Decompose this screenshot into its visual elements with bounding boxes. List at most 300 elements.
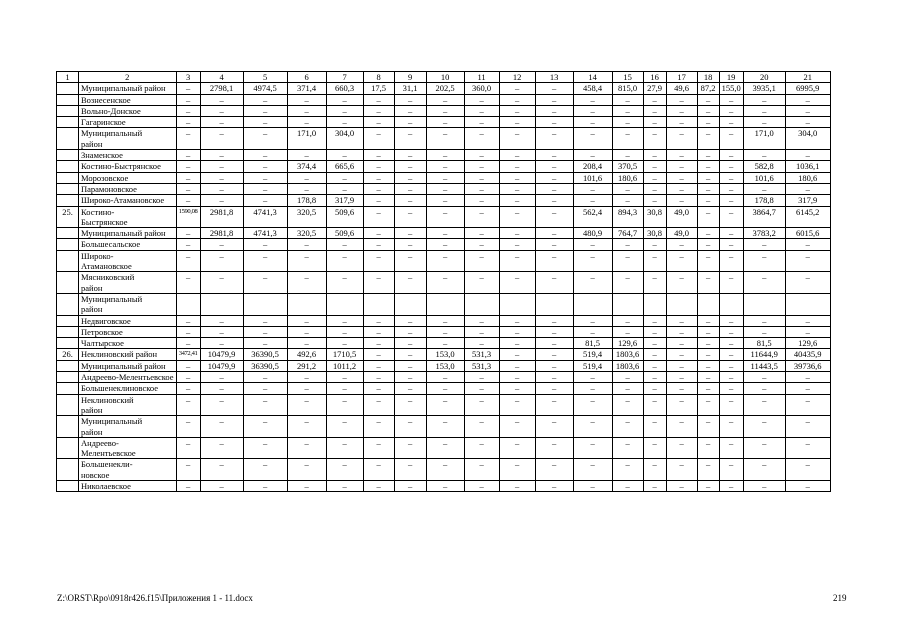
value-cell: –	[697, 383, 719, 394]
value-cell: –	[200, 195, 243, 206]
value-cell: –	[499, 228, 535, 239]
value-cell: –	[719, 94, 743, 105]
value-cell: –	[243, 416, 287, 438]
table-row	[57, 338, 831, 349]
value-cell: –	[697, 228, 719, 239]
header-cell: 12	[499, 72, 535, 83]
value-cell: –	[535, 83, 573, 94]
value-cell: –	[573, 315, 612, 326]
row-number-cell	[57, 383, 79, 394]
value-cell: –	[573, 480, 612, 491]
value-cell: –	[697, 161, 719, 172]
value-cell: –	[535, 128, 573, 150]
value-cell: –	[326, 272, 363, 294]
value-cell: –	[200, 416, 243, 438]
value-cell: –	[535, 372, 573, 383]
value-cell: –	[666, 117, 697, 128]
value-cell: 129,6	[612, 338, 643, 349]
value-cell: 36390,5	[243, 349, 287, 360]
value-cell: –	[426, 315, 464, 326]
value-cell: –	[394, 183, 426, 194]
value-cell: –	[200, 150, 243, 161]
value-cell: –	[464, 480, 499, 491]
header-cell: 6	[287, 72, 326, 83]
name-cell: Морозовское	[79, 172, 177, 183]
value-cell: –	[499, 383, 535, 394]
value-cell	[287, 293, 326, 315]
value-cell: –	[697, 360, 719, 371]
value-cell: –	[176, 394, 200, 416]
value-cell: –	[176, 315, 200, 326]
value-cell: –	[243, 105, 287, 116]
value-cell: –	[200, 172, 243, 183]
value-cell: 1803,6	[612, 360, 643, 371]
value-cell: 317,9	[326, 195, 363, 206]
value-cell: –	[499, 338, 535, 349]
value-cell: 81,5	[743, 338, 785, 349]
value-cell: –	[426, 105, 464, 116]
value-cell: –	[643, 416, 666, 438]
table-row	[57, 172, 831, 183]
value-cell: –	[394, 372, 426, 383]
value-cell: 155,0	[719, 83, 743, 94]
value-cell: –	[200, 161, 243, 172]
value-cell: –	[200, 250, 243, 272]
value-cell: –	[426, 250, 464, 272]
value-cell: –	[785, 383, 830, 394]
value-cell: –	[666, 372, 697, 383]
value-cell: –	[643, 349, 666, 360]
value-cell: –	[363, 416, 394, 438]
value-cell	[363, 293, 394, 315]
value-cell	[643, 293, 666, 315]
value-cell: –	[535, 459, 573, 481]
value-cell: –	[464, 459, 499, 481]
value-cell: –	[666, 338, 697, 349]
value-cell: –	[535, 338, 573, 349]
value-cell: –	[719, 183, 743, 194]
name-cell: Андреево-Мелентьевское	[79, 372, 177, 383]
value-cell: –	[643, 150, 666, 161]
value-cell: –	[426, 228, 464, 239]
name-cell: Муниципальный район	[79, 360, 177, 371]
value-cell: –	[287, 172, 326, 183]
value-cell: –	[643, 326, 666, 337]
value-cell: –	[464, 94, 499, 105]
value-cell: –	[326, 117, 363, 128]
value-cell: –	[499, 372, 535, 383]
value-cell: –	[176, 416, 200, 438]
row-number-cell	[57, 338, 79, 349]
value-cell: –	[176, 172, 200, 183]
value-cell: –	[612, 326, 643, 337]
value-cell: –	[573, 383, 612, 394]
value-cell: –	[499, 272, 535, 294]
value-cell: –	[697, 117, 719, 128]
value-cell: –	[666, 150, 697, 161]
value-cell: –	[464, 338, 499, 349]
value-cell: –	[697, 195, 719, 206]
row-number-cell	[57, 437, 79, 459]
value-cell: –	[464, 105, 499, 116]
table-row	[57, 206, 831, 228]
value-cell: –	[287, 383, 326, 394]
value-cell	[719, 293, 743, 315]
value-cell: –	[287, 94, 326, 105]
value-cell: 6145,2	[785, 206, 830, 228]
value-cell: 180,6	[612, 172, 643, 183]
value-cell: 36390,5	[243, 360, 287, 371]
value-cell: –	[326, 338, 363, 349]
row-number-cell	[57, 195, 79, 206]
value-cell: –	[697, 150, 719, 161]
value-cell: –	[394, 228, 426, 239]
value-cell: –	[326, 416, 363, 438]
name-cell: Широко- Атамановское	[79, 250, 177, 272]
data-table	[56, 71, 831, 492]
table-body	[57, 72, 831, 492]
value-cell: 171,0	[743, 128, 785, 150]
header-cell: 11	[464, 72, 499, 83]
value-cell: –	[612, 459, 643, 481]
value-cell	[394, 293, 426, 315]
value-cell: –	[719, 117, 743, 128]
value-cell: –	[426, 383, 464, 394]
header-cell: 4	[200, 72, 243, 83]
table-row	[57, 394, 831, 416]
value-cell: –	[612, 272, 643, 294]
value-cell: –	[573, 326, 612, 337]
value-cell: –	[287, 416, 326, 438]
value-cell: –	[363, 338, 394, 349]
value-cell: –	[426, 437, 464, 459]
value-cell: –	[426, 459, 464, 481]
value-cell: –	[287, 326, 326, 337]
value-cell: –	[363, 480, 394, 491]
name-cell: Широко-Атамановское	[79, 195, 177, 206]
value-cell: –	[643, 172, 666, 183]
header-cell: 17	[666, 72, 697, 83]
value-cell: 3472,41	[176, 349, 200, 360]
value-cell: –	[243, 128, 287, 150]
value-cell: 894,3	[612, 206, 643, 228]
value-cell: 3935,1	[743, 83, 785, 94]
value-cell: –	[535, 161, 573, 172]
value-cell: –	[697, 206, 719, 228]
value-cell: –	[535, 394, 573, 416]
value-cell: 1036,1	[785, 161, 830, 172]
value-cell	[573, 293, 612, 315]
value-cell: –	[176, 372, 200, 383]
value-cell: –	[243, 161, 287, 172]
value-cell: 30,8	[643, 228, 666, 239]
value-cell: –	[394, 480, 426, 491]
value-cell: –	[499, 183, 535, 194]
value-cell: –	[464, 206, 499, 228]
header-cell: 8	[363, 72, 394, 83]
value-cell: –	[499, 94, 535, 105]
value-cell: –	[535, 326, 573, 337]
name-cell: Николаевское	[79, 480, 177, 491]
table-row	[57, 272, 831, 294]
value-cell: –	[326, 239, 363, 250]
value-cell: –	[426, 372, 464, 383]
value-cell: –	[743, 272, 785, 294]
value-cell: –	[535, 272, 573, 294]
table-row	[57, 228, 831, 239]
header-cell: 5	[243, 72, 287, 83]
value-cell: –	[176, 183, 200, 194]
value-cell: –	[535, 239, 573, 250]
value-cell: –	[243, 195, 287, 206]
value-cell: 2981,8	[200, 228, 243, 239]
value-cell: –	[426, 416, 464, 438]
value-cell: –	[200, 372, 243, 383]
value-cell: –	[499, 239, 535, 250]
value-cell: –	[719, 228, 743, 239]
value-cell: –	[535, 206, 573, 228]
value-cell: 129,6	[785, 338, 830, 349]
value-cell: –	[535, 150, 573, 161]
value-cell: –	[666, 437, 697, 459]
page-number: 219	[833, 593, 847, 603]
value-cell: –	[363, 372, 394, 383]
value-cell: –	[464, 195, 499, 206]
value-cell: –	[176, 383, 200, 394]
value-cell: 1803,6	[612, 349, 643, 360]
header-cell: 15	[612, 72, 643, 83]
header-cell: 16	[643, 72, 666, 83]
value-cell: –	[426, 239, 464, 250]
value-cell: –	[666, 94, 697, 105]
value-cell: –	[176, 161, 200, 172]
value-cell: –	[785, 416, 830, 438]
value-cell: –	[176, 250, 200, 272]
value-cell: –	[697, 437, 719, 459]
header-cell: 13	[535, 72, 573, 83]
value-cell: –	[697, 372, 719, 383]
value-cell: 360,0	[464, 83, 499, 94]
value-cell: –	[499, 250, 535, 272]
value-cell: 178,8	[287, 195, 326, 206]
value-cell: –	[697, 128, 719, 150]
value-cell: 665,6	[326, 161, 363, 172]
value-cell: –	[499, 117, 535, 128]
value-cell: 17,5	[363, 83, 394, 94]
table-row	[57, 94, 831, 105]
value-cell: –	[243, 394, 287, 416]
value-cell: –	[535, 360, 573, 371]
value-cell: –	[363, 228, 394, 239]
name-cell: Муниципальный район	[79, 128, 177, 150]
name-cell: Парамоновское	[79, 183, 177, 194]
value-cell: –	[743, 416, 785, 438]
value-cell: 582,8	[743, 161, 785, 172]
value-cell: –	[612, 117, 643, 128]
value-cell: –	[464, 239, 499, 250]
value-cell: –	[666, 172, 697, 183]
value-cell: –	[426, 117, 464, 128]
value-cell: –	[719, 416, 743, 438]
value-cell: 1590,08	[176, 206, 200, 228]
value-cell: –	[612, 480, 643, 491]
value-cell: –	[719, 161, 743, 172]
value-cell: 764,7	[612, 228, 643, 239]
value-cell: –	[743, 150, 785, 161]
value-cell: –	[176, 338, 200, 349]
value-cell: –	[499, 105, 535, 116]
table-row	[57, 239, 831, 250]
value-cell: –	[573, 94, 612, 105]
value-cell: –	[719, 459, 743, 481]
value-cell: –	[394, 437, 426, 459]
table-row	[57, 195, 831, 206]
value-cell: –	[176, 195, 200, 206]
value-cell: –	[666, 416, 697, 438]
name-cell: Гагаринское	[79, 117, 177, 128]
header-cell: 1	[57, 72, 79, 83]
value-cell: –	[200, 239, 243, 250]
value-cell: –	[643, 183, 666, 194]
value-cell: –	[326, 315, 363, 326]
value-cell: –	[499, 349, 535, 360]
table-row	[57, 161, 831, 172]
value-cell: 304,0	[785, 128, 830, 150]
value-cell: –	[535, 183, 573, 194]
value-cell: –	[243, 459, 287, 481]
value-cell: –	[697, 250, 719, 272]
value-cell: 49,0	[666, 228, 697, 239]
value-cell: –	[643, 94, 666, 105]
value-cell: –	[643, 128, 666, 150]
value-cell: –	[643, 459, 666, 481]
value-cell: –	[326, 372, 363, 383]
value-cell: –	[394, 206, 426, 228]
value-cell: –	[535, 437, 573, 459]
value-cell: 11644,9	[743, 349, 785, 360]
value-cell: –	[573, 416, 612, 438]
row-number-cell	[57, 128, 79, 150]
name-cell: Костино-Быстрянское	[79, 161, 177, 172]
value-cell: –	[200, 315, 243, 326]
value-cell: –	[394, 172, 426, 183]
value-cell: –	[697, 338, 719, 349]
value-cell: –	[785, 105, 830, 116]
value-cell: –	[363, 172, 394, 183]
value-cell: –	[499, 480, 535, 491]
value-cell: –	[363, 128, 394, 150]
value-cell: –	[363, 239, 394, 250]
value-cell: –	[243, 480, 287, 491]
table-row	[57, 372, 831, 383]
value-cell: –	[176, 83, 200, 94]
value-cell	[426, 293, 464, 315]
name-cell: Вознесенское	[79, 94, 177, 105]
value-cell: –	[612, 183, 643, 194]
value-cell: –	[464, 416, 499, 438]
value-cell: 10479,9	[200, 360, 243, 371]
value-cell: –	[612, 383, 643, 394]
value-cell: –	[287, 315, 326, 326]
value-cell: –	[743, 480, 785, 491]
value-cell: 101,6	[573, 172, 612, 183]
value-cell: –	[464, 228, 499, 239]
value-cell: –	[666, 326, 697, 337]
value-cell: –	[643, 437, 666, 459]
value-cell: –	[394, 459, 426, 481]
value-cell: –	[499, 161, 535, 172]
value-cell: –	[535, 315, 573, 326]
row-number-cell	[57, 83, 79, 94]
value-cell: –	[499, 206, 535, 228]
value-cell	[743, 293, 785, 315]
value-cell: –	[464, 383, 499, 394]
name-cell: Андреево- Мелентьевское	[79, 437, 177, 459]
value-cell: –	[243, 239, 287, 250]
value-cell: –	[697, 239, 719, 250]
value-cell: 317,9	[785, 195, 830, 206]
value-cell: –	[200, 272, 243, 294]
value-cell: –	[394, 272, 426, 294]
value-cell: –	[363, 94, 394, 105]
value-cell: –	[326, 94, 363, 105]
value-cell: –	[176, 94, 200, 105]
value-cell: –	[363, 315, 394, 326]
value-cell: –	[643, 338, 666, 349]
value-cell: –	[200, 326, 243, 337]
value-cell: 371,4	[287, 83, 326, 94]
value-cell: –	[326, 459, 363, 481]
value-cell: –	[719, 437, 743, 459]
value-cell: –	[573, 459, 612, 481]
row-number-cell	[57, 394, 79, 416]
value-cell: –	[394, 105, 426, 116]
value-cell: –	[394, 150, 426, 161]
value-cell: 153,0	[426, 360, 464, 371]
value-cell: –	[287, 437, 326, 459]
value-cell: –	[666, 480, 697, 491]
name-cell: Вольно-Донское	[79, 105, 177, 116]
value-cell: –	[426, 150, 464, 161]
value-cell: –	[287, 338, 326, 349]
value-cell: –	[573, 195, 612, 206]
value-cell: –	[743, 372, 785, 383]
table-row	[57, 480, 831, 491]
row-number-cell	[57, 172, 79, 183]
value-cell: –	[643, 250, 666, 272]
name-cell: Мясниковский район	[79, 272, 177, 294]
table-row	[57, 437, 831, 459]
value-cell: –	[426, 338, 464, 349]
table-row	[57, 360, 831, 371]
value-cell: –	[697, 326, 719, 337]
value-cell: –	[363, 206, 394, 228]
value-cell: –	[697, 172, 719, 183]
value-cell: –	[499, 150, 535, 161]
value-cell: –	[612, 195, 643, 206]
value-cell: 202,5	[426, 83, 464, 94]
value-cell: –	[785, 250, 830, 272]
value-cell: –	[243, 172, 287, 183]
value-cell	[499, 293, 535, 315]
value-cell: 304,0	[326, 128, 363, 150]
table-row	[57, 150, 831, 161]
value-cell: –	[697, 105, 719, 116]
value-cell: –	[719, 105, 743, 116]
value-cell: –	[743, 383, 785, 394]
value-cell: –	[612, 416, 643, 438]
table-row	[57, 105, 831, 116]
